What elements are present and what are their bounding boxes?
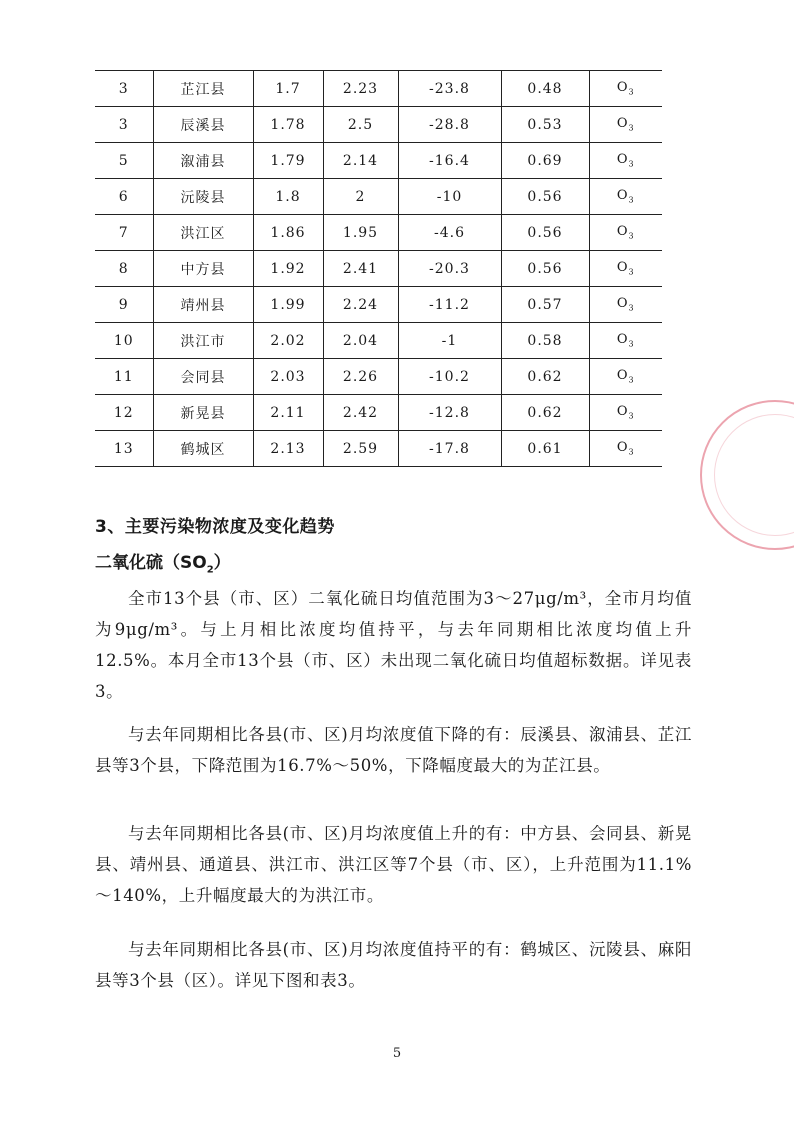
value4-cell: 0.53 [501, 107, 589, 143]
pollutant-symbol: O [616, 116, 629, 132]
value2-cell: 2.42 [323, 395, 398, 431]
pollutant-subscript: 3 [628, 411, 635, 421]
value4-cell: 0.56 [501, 215, 589, 251]
value4-cell: 0.48 [501, 71, 589, 107]
value1-cell: 1.7 [253, 71, 323, 107]
primary-pollutant-cell [589, 179, 662, 215]
county-name-cell: 中方县 [153, 251, 253, 287]
pollutant-symbol: O [616, 440, 629, 456]
sub-heading-close: ） [213, 553, 231, 573]
paragraph-decrease: 与去年同期相比各县(市、区)月均浓度值下降的有：辰溪县、溆浦县、芷江县等3个县，下降范围为16.7%～50%，下降幅度最大的为芷江县。 [95, 725, 692, 775]
table-row [95, 431, 662, 467]
pollutant-subscript: 3 [628, 303, 635, 313]
rank-cell: 3 [95, 107, 153, 143]
primary-pollutant-cell [589, 395, 662, 431]
value1-cell: 1.8 [253, 179, 323, 215]
rank-cell: 6 [95, 179, 153, 215]
change-cell: -20.3 [398, 251, 501, 287]
value4-cell: 0.61 [501, 431, 589, 467]
pollutant-symbol: O [616, 152, 629, 168]
table-row [95, 251, 662, 287]
pollutant-symbol: O [616, 80, 629, 96]
value4-cell: 0.57 [501, 287, 589, 323]
pollutant-symbol: O [616, 296, 629, 312]
value2-cell: 2.24 [323, 287, 398, 323]
rank-cell: 12 [95, 395, 153, 431]
value1-cell: 1.99 [253, 287, 323, 323]
county-name-cell: 溆浦县 [153, 143, 253, 179]
primary-pollutant-cell [589, 323, 662, 359]
value4-cell: 0.62 [501, 359, 589, 395]
primary-pollutant-cell [589, 251, 662, 287]
primary-pollutant-cell [589, 71, 662, 107]
table-row [95, 179, 662, 215]
rank-cell: 5 [95, 143, 153, 179]
pollutant-symbol: O [616, 368, 629, 384]
pollutant-symbol: O [616, 404, 629, 420]
rank-cell: 8 [95, 251, 153, 287]
page-number: 5 [392, 1046, 402, 1061]
rank-cell: 7 [95, 215, 153, 251]
table-row [95, 71, 662, 107]
table-row [95, 323, 662, 359]
change-cell: -10 [398, 179, 501, 215]
primary-pollutant-cell [589, 431, 662, 467]
value2-cell: 2.26 [323, 359, 398, 395]
sub-heading-subscript: 2 [206, 564, 214, 576]
primary-pollutant-cell [589, 359, 662, 395]
table-row [95, 215, 662, 251]
change-cell: -12.8 [398, 395, 501, 431]
pollutant-subscript: 3 [628, 267, 635, 277]
value4-cell: 0.56 [501, 179, 589, 215]
pollutant-subscript: 3 [628, 375, 635, 385]
value1-cell: 1.78 [253, 107, 323, 143]
primary-pollutant-cell [589, 143, 662, 179]
pollutant-symbol: O [616, 332, 629, 348]
rank-cell: 3 [95, 71, 153, 107]
change-cell: -1 [398, 323, 501, 359]
value2-cell: 2.59 [323, 431, 398, 467]
county-name-cell: 会同县 [153, 359, 253, 395]
value4-cell: 0.56 [501, 251, 589, 287]
value2-cell: 2.5 [323, 107, 398, 143]
county-name-cell: 沅陵县 [153, 179, 253, 215]
rank-cell: 13 [95, 431, 153, 467]
sub-heading-text: 二氧化硫（SO [95, 553, 207, 573]
table-row [95, 143, 662, 179]
value2-cell: 2.14 [323, 143, 398, 179]
value2-cell: 2.04 [323, 323, 398, 359]
rank-cell: 10 [95, 323, 153, 359]
value1-cell: 2.02 [253, 323, 323, 359]
ranking-table-body [95, 71, 662, 467]
value1-cell: 2.03 [253, 359, 323, 395]
county-name-cell: 辰溪县 [153, 107, 253, 143]
county-name-cell: 芷江县 [153, 71, 253, 107]
sub-heading-so2 [95, 548, 231, 575]
pollutant-subscript: 3 [628, 339, 635, 349]
table-row [95, 107, 662, 143]
paragraph-summary: 全市13个县（市、区）二氧化硫日均值范围为3～27μg/m³，全市月均值为9μg/m³。与上月相比浓度均值持平，与去年同期相比浓度均值上升12.5%。本月全市13个县（市、区）未出现二氧化硫日均值超标数据。详见表3。 [95, 589, 692, 701]
pollutant-symbol: O [616, 224, 629, 240]
change-cell: -10.2 [398, 359, 501, 395]
pollutant-subscript: 3 [628, 159, 635, 169]
pollutant-subscript: 3 [628, 195, 635, 205]
pollutant-subscript: 3 [628, 447, 635, 457]
value1-cell: 2.13 [253, 431, 323, 467]
county-name-cell: 鹤城区 [153, 431, 253, 467]
pollutant-symbol: O [616, 260, 629, 276]
paragraph-unchanged: 与去年同期相比各县(市、区)月均浓度值持平的有：鹤城区、沅陵县、麻阳县等3个县（区）。详见下图和表3。 [95, 940, 692, 990]
ranking-table [95, 70, 662, 467]
value2-cell: 1.95 [323, 215, 398, 251]
change-cell: -17.8 [398, 431, 501, 467]
primary-pollutant-cell [589, 107, 662, 143]
pollutant-subscript: 3 [628, 87, 635, 97]
value4-cell: 0.58 [501, 323, 589, 359]
table-row [95, 287, 662, 323]
primary-pollutant-cell [589, 287, 662, 323]
table-row [95, 395, 662, 431]
pollutant-symbol: O [616, 188, 629, 204]
change-cell: -4.6 [398, 215, 501, 251]
change-cell: -11.2 [398, 287, 501, 323]
value4-cell: 0.69 [501, 143, 589, 179]
rank-cell: 9 [95, 287, 153, 323]
section-heading: 3、主要污染物浓度及变化趋势 [95, 517, 335, 537]
pollutant-subscript: 3 [628, 231, 635, 241]
county-name-cell: 洪江市 [153, 323, 253, 359]
change-cell: -23.8 [398, 71, 501, 107]
value4-cell: 0.62 [501, 395, 589, 431]
value2-cell: 2.23 [323, 71, 398, 107]
county-name-cell: 靖州县 [153, 287, 253, 323]
primary-pollutant-cell [589, 215, 662, 251]
value2-cell: 2 [323, 179, 398, 215]
official-seal-icon [700, 400, 794, 550]
rank-cell: 11 [95, 359, 153, 395]
county-name-cell: 洪江区 [153, 215, 253, 251]
value1-cell: 1.92 [253, 251, 323, 287]
change-cell: -16.4 [398, 143, 501, 179]
value2-cell: 2.41 [323, 251, 398, 287]
county-name-cell: 新晃县 [153, 395, 253, 431]
pollutant-subscript: 3 [628, 123, 635, 133]
paragraph-increase: 与去年同期相比各县(市、区)月均浓度值上升的有：中方县、会同县、新晃县、靖州县、通道县、洪江市、洪江区等7个县（市、区），上升范围为11.1%～140%，上升幅度最大的为洪江市。 [95, 824, 692, 905]
value1-cell: 1.86 [253, 215, 323, 251]
table-row [95, 359, 662, 395]
value1-cell: 1.79 [253, 143, 323, 179]
change-cell: -28.8 [398, 107, 501, 143]
value1-cell: 2.11 [253, 395, 323, 431]
